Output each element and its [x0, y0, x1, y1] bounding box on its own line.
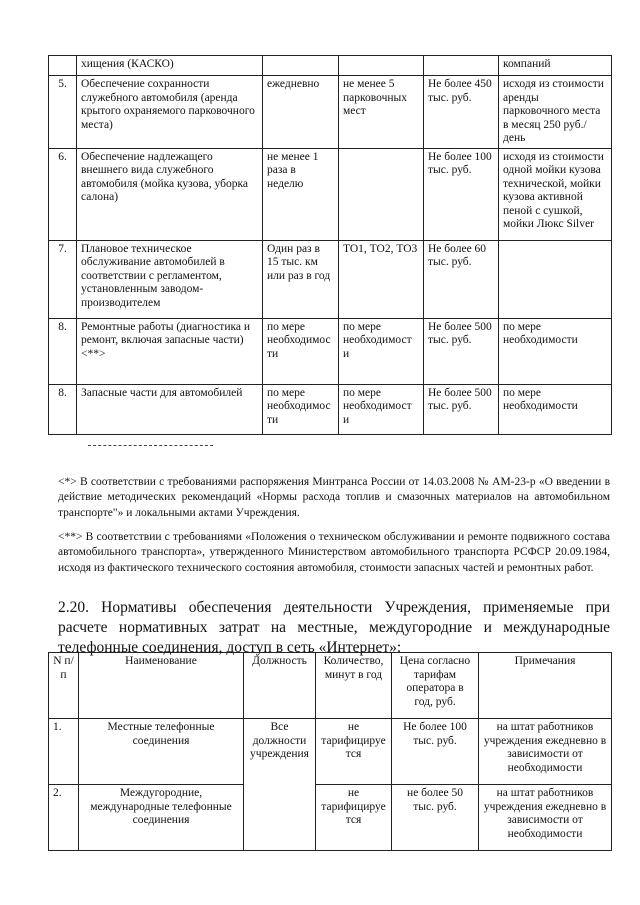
table-row	[49, 148, 612, 240]
row-number: 6.	[49, 148, 77, 240]
service-price: Не более 100 тыс. руб.	[424, 148, 499, 240]
service-period: по мере необходимос ти	[263, 384, 339, 434]
service-note	[499, 240, 612, 318]
service-price: Не более 500 тыс. руб.	[424, 384, 499, 434]
column-header-note: Примечания	[479, 653, 612, 719]
row-number: 2.	[49, 785, 79, 851]
connection-position: Все должности учреждения	[244, 719, 316, 851]
row-number: 5.	[49, 76, 77, 149]
service-price: Не более 500 тыс. руб.	[424, 318, 499, 384]
vehicle-services-table	[48, 55, 612, 435]
connection-minutes: не тарифицируе тся	[316, 785, 392, 851]
service-note: по мере необходимости	[499, 384, 612, 434]
service-period: Один раз в 15 тыс. км или раз в год	[263, 240, 339, 318]
table-row	[49, 318, 612, 384]
footnote-1: <*> В соответствии с требованиями распоряжения Минтранса России от 14.03.2008 № АМ-23-р «О введении в действие методических рекомендаций «Нормы расхода топлив и смазочных материалов на автомобильном транспорте"» и локальными актами Учреждения.	[58, 475, 610, 519]
service-period: ежедневно	[263, 76, 339, 149]
service-note: исходя из стоимости аренды парковочного места в месяц 250 руб./день	[499, 76, 612, 149]
connection-note: на штат работников учреждения ежедневно в зависимости от необходимости	[479, 785, 612, 851]
service-name: Плановое техническое обслуживание автомобилей в соответствии с регламентом, установленным заводом-производителем	[77, 240, 263, 318]
table-row	[49, 76, 612, 149]
service-norm: ТО1, ТО2, ТО3	[339, 240, 424, 318]
service-note: по мере необходимости	[499, 318, 612, 384]
service-note: компаний	[499, 56, 612, 76]
connection-price: Не более 100 тыс. руб.	[392, 719, 479, 785]
service-norm: по мере необходимост и	[339, 384, 424, 434]
row-number	[49, 56, 77, 76]
service-price: Не более 60 тыс. руб.	[424, 240, 499, 318]
service-price	[424, 56, 499, 76]
column-header-minutes: Количество, минут в год	[316, 653, 392, 719]
service-norm	[339, 56, 424, 76]
service-period: не менее 1 раза в неделю	[263, 148, 339, 240]
connection-note: на штат работников учреждения ежедневно в зависимости от необходимости	[479, 719, 612, 785]
service-name: Запасные части для автомобилей	[77, 384, 263, 434]
footnote-2: <**> В соответствии с требованиями «Положения о техническом обслуживании и ремонте подвижного состава автомобильного транспорта», утвержденного Министерством автомобильного транспорта РСФСР 20.09.1984, исходя из фактического технического состояния автомобиля, стоимости запасных частей и ремонтных работ.	[58, 530, 610, 574]
connection-name: Местные телефонные соединения	[79, 719, 244, 785]
row-number: 8.	[49, 384, 77, 434]
row-number: 1.	[49, 719, 79, 785]
column-header-position: Должность	[244, 653, 316, 719]
column-header-price: Цена согласно тарифам оператора в год, руб.	[392, 653, 479, 719]
table-header-row	[49, 653, 612, 719]
column-header-number: N п/п	[49, 653, 79, 719]
service-norm: по мере необходимост и	[339, 318, 424, 384]
connection-minutes: не тарифицируе тся	[316, 719, 392, 785]
table-row	[49, 56, 612, 76]
connection-name: Междугородние, международные телефонные соединения	[79, 785, 244, 851]
service-price: Не более 450 тыс. руб.	[424, 76, 499, 149]
footnote-divider	[88, 445, 213, 446]
row-number: 7.	[49, 240, 77, 318]
table-row	[49, 785, 612, 851]
table-row	[49, 240, 612, 318]
service-name: хищения (КАСКО)	[77, 56, 263, 76]
telephone-norms-table	[48, 652, 612, 851]
row-number: 8.	[49, 318, 77, 384]
section-heading: 2.20. Нормативы обеспечения деятельности Учреждения, применяемые при расчете нормативных затрат на местные, междугородние и международные телефонные соединения, доступ в сеть «Интернет»:	[58, 598, 610, 656]
service-norm	[339, 148, 424, 240]
service-norm: не менее 5 парковочных мест	[339, 76, 424, 149]
connection-price: не более 50 тыс. руб.	[392, 785, 479, 851]
service-name: Обеспечение сохранности служебного автомобиля (аренда крытого охраняемого парковочного места)	[77, 76, 263, 149]
service-period	[263, 56, 339, 76]
table-row	[49, 719, 612, 785]
column-header-name: Наименование	[79, 653, 244, 719]
service-note: исходя из стоимости одной мойки кузова технической, мойки кузова активной пеной с сушкой, мойки Люкс Silver	[499, 148, 612, 240]
service-name: Обеспечение надлежащего внешнего вида служебного автомобиля (мойка кузова, уборка салона)	[77, 148, 263, 240]
service-name: Ремонтные работы (диагностика и ремонт, включая запасные части) <**>	[77, 318, 263, 384]
service-period: по мере необходимос ти	[263, 318, 339, 384]
table-row	[49, 384, 612, 434]
